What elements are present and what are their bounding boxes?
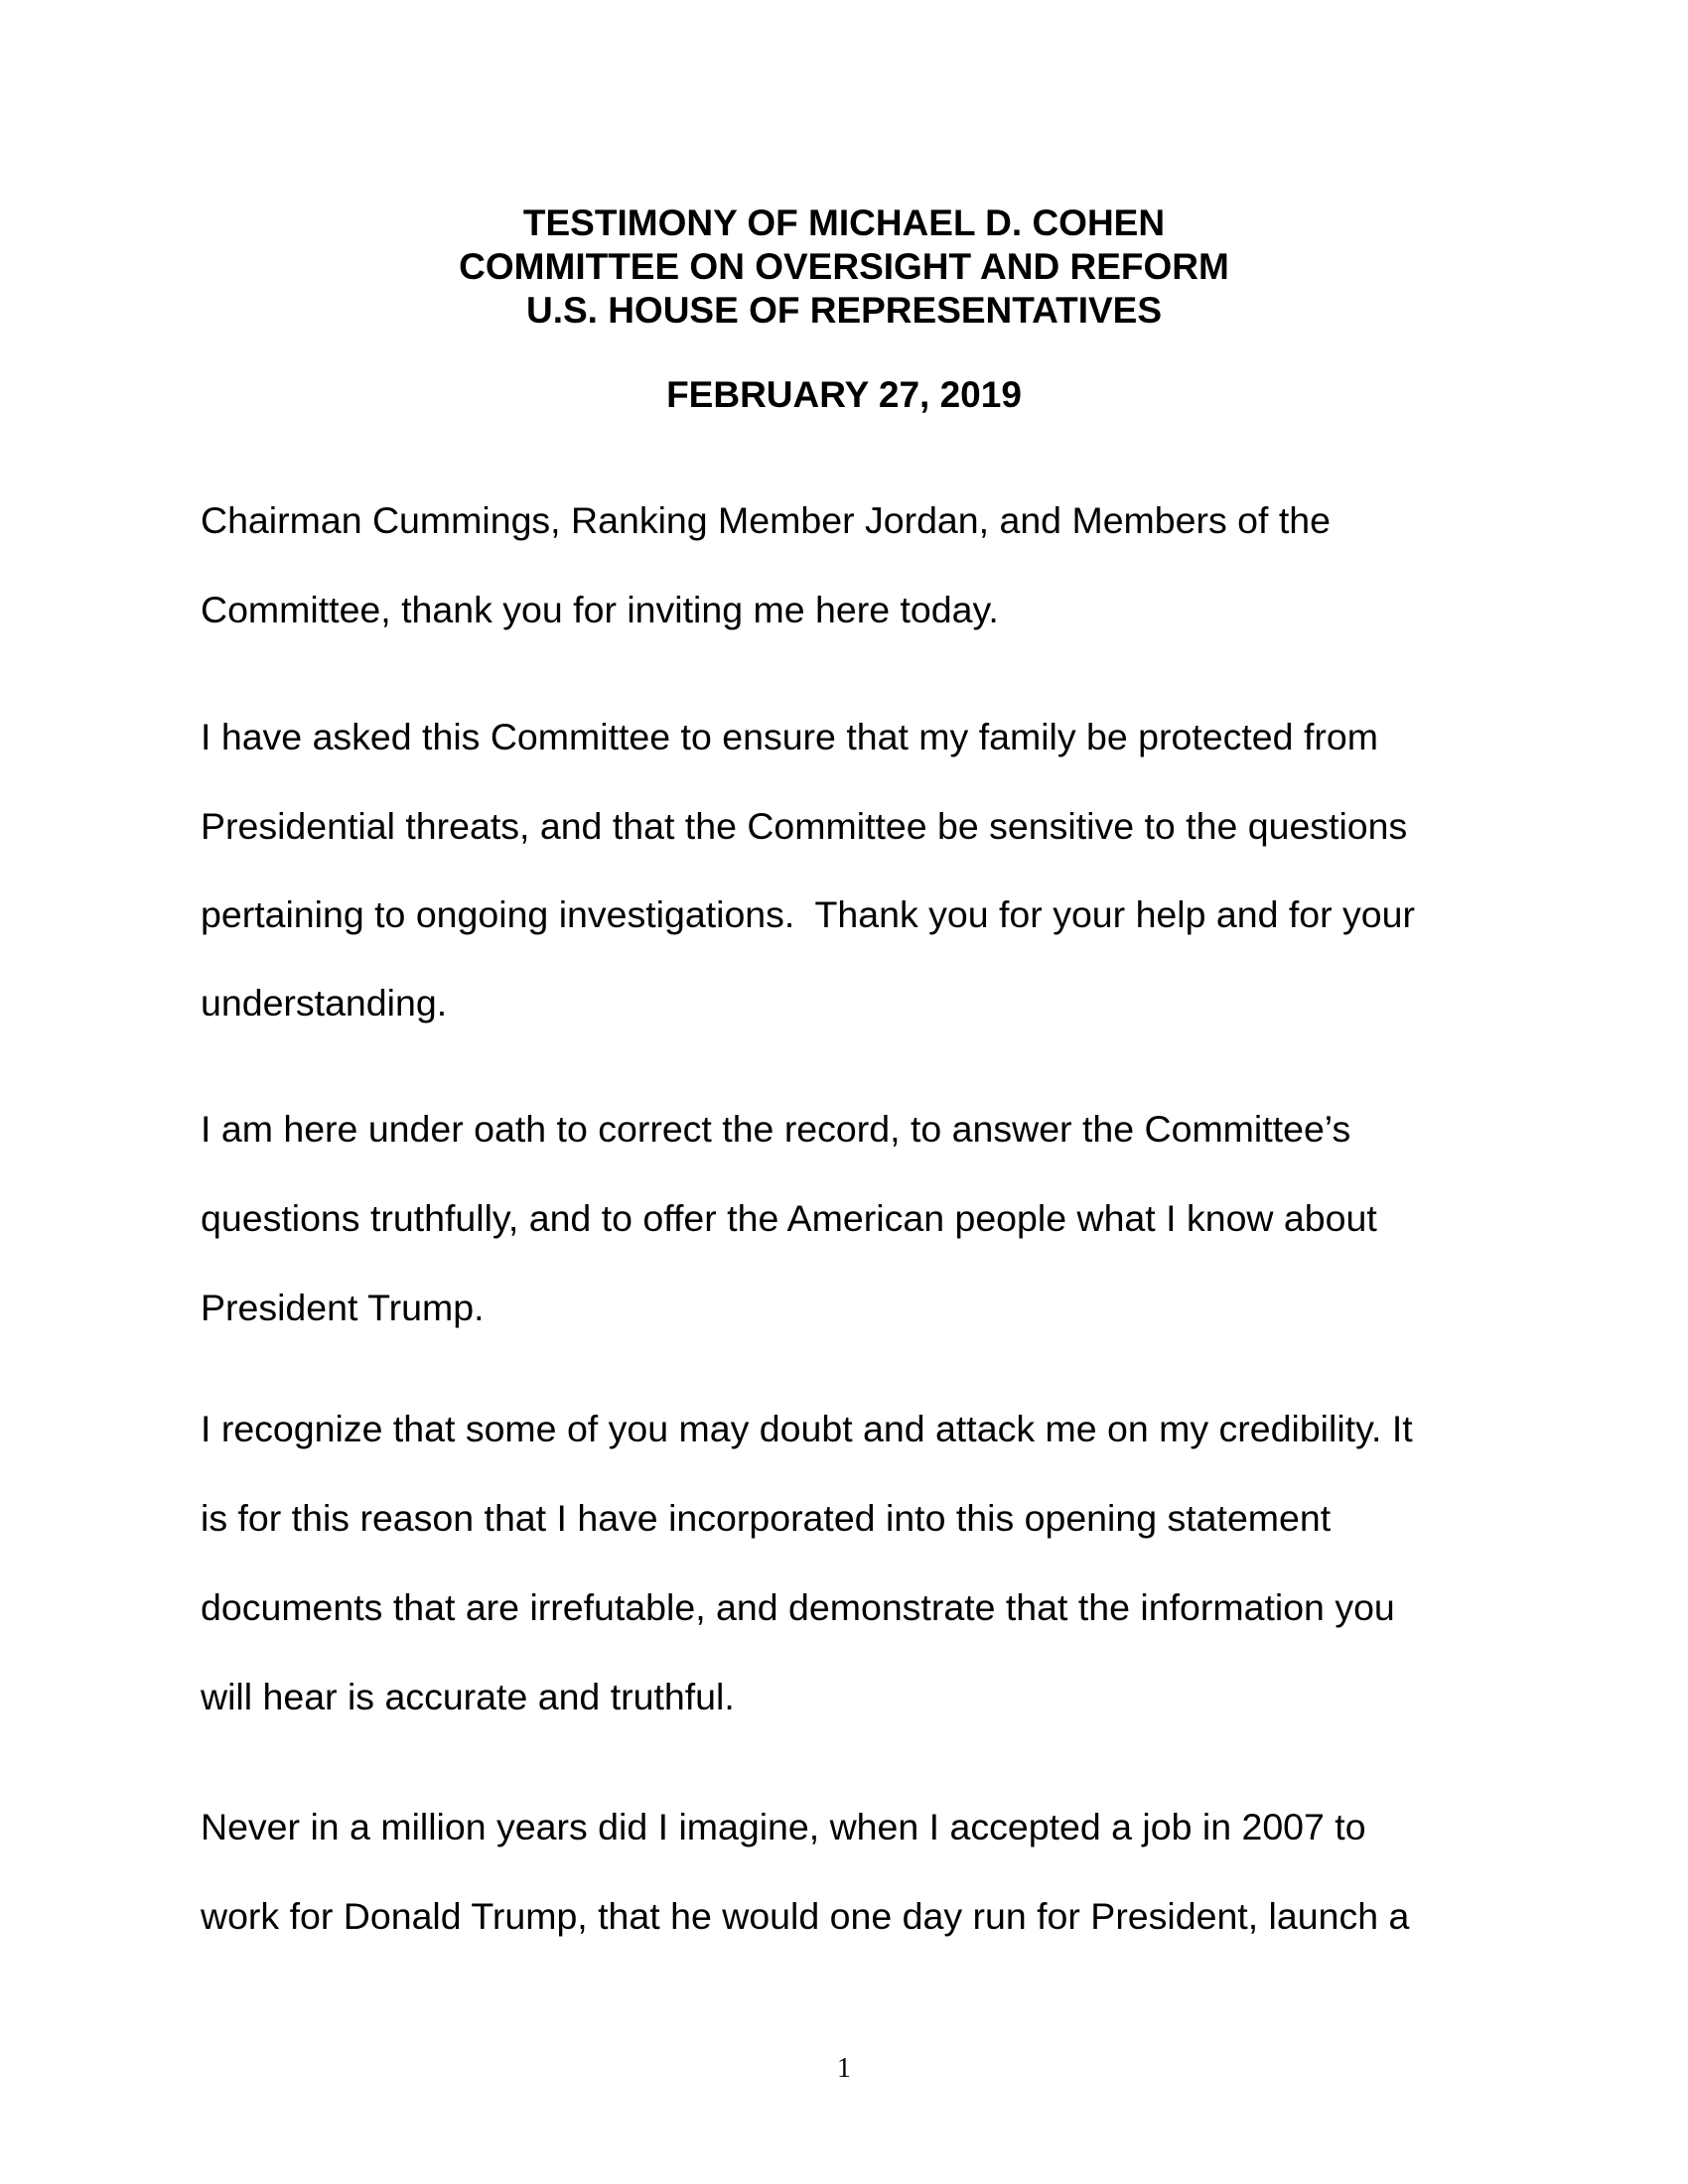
body-line: President Trump. xyxy=(201,1287,485,1328)
body-line: I have asked this Committee to ensure that my family be protected from xyxy=(201,716,1378,757)
body-line: Committee, thank you for inviting me here today. xyxy=(201,589,999,630)
body-line: pertaining to ongoing investigations. Thank you for your help and for your xyxy=(201,893,1415,935)
body-line: Presidential threats, and that the Committee be sensitive to the questions xyxy=(201,805,1408,847)
title-line-witness: TESTIMONY OF MICHAEL D. COHEN xyxy=(522,202,1166,243)
title-line-committee: COMMITTEE ON OVERSIGHT AND REFORM xyxy=(459,245,1229,287)
testimony-date: FEBRUARY 27, 2019 xyxy=(666,373,1022,415)
body-line: questions truthfully, and to offer the American people what I know about xyxy=(201,1197,1377,1239)
body-line: understanding. xyxy=(201,982,448,1024)
body-line: I recognize that some of you may doubt and attack me on my credibility. It xyxy=(201,1408,1413,1449)
body-line: I am here under oath to correct the record, to answer the Committee’s xyxy=(201,1108,1351,1150)
body-line: Chairman Cummings, Ranking Member Jordan, and Members of the xyxy=(201,499,1331,541)
body-line: Never in a million years did I imagine, when I accepted a job in 2007 to xyxy=(201,1806,1366,1847)
body-line: documents that are irrefutable, and demonstrate that the information you xyxy=(201,1586,1395,1628)
body-line: will hear is accurate and truthful. xyxy=(201,1676,735,1717)
body-line: work for Donald Trump, that he would one day run for President, launch a xyxy=(201,1895,1410,1937)
page-number: 1 xyxy=(837,2053,851,2084)
title-line-house: U.S. HOUSE OF REPRESENTATIVES xyxy=(525,289,1163,331)
body-line: is for this reason that I have incorporated into this opening statement xyxy=(201,1497,1332,1539)
